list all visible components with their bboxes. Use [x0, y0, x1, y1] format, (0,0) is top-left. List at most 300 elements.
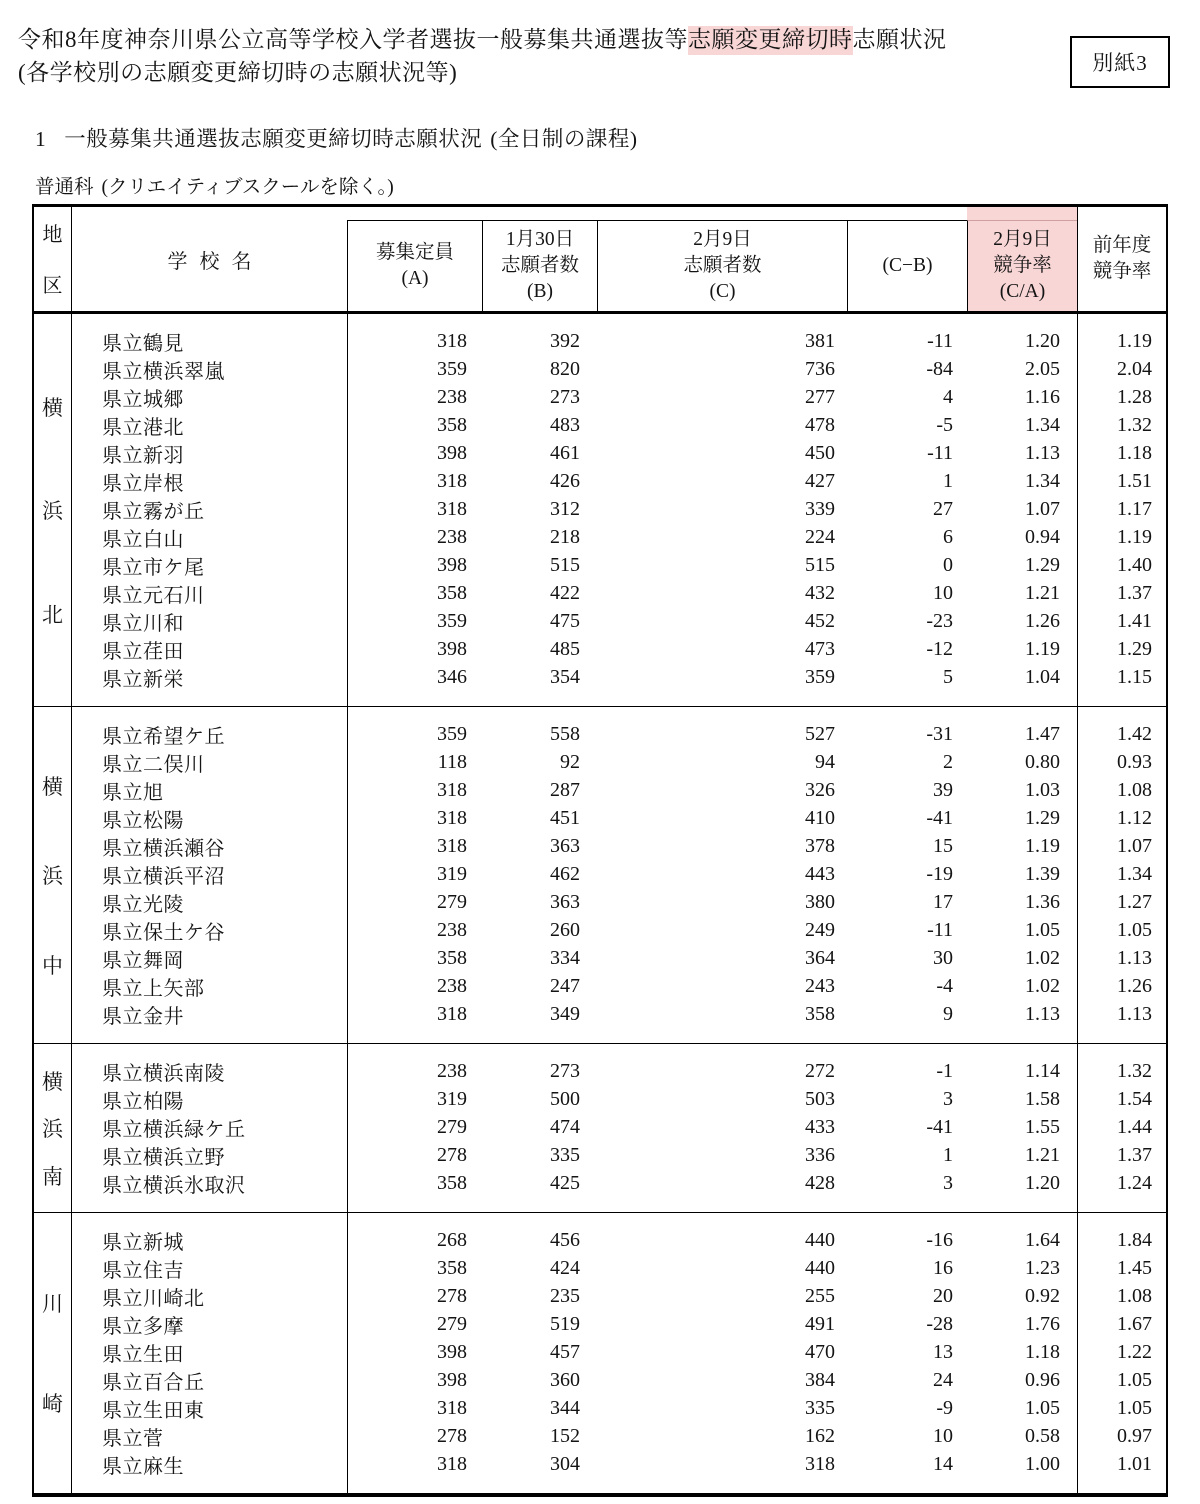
district-block — [34, 1043, 1166, 1212]
jan30-count-cell: 349 — [550, 1003, 580, 1025]
school-name-cell: 県立川崎北 — [102, 1288, 205, 1310]
feb9-count-cell: 503 — [805, 1088, 835, 1110]
section-heading — [35, 122, 638, 153]
school-name-cell: 県立鶴見 — [102, 333, 184, 355]
district-label-char: 横 — [42, 774, 63, 799]
feb9-count-cell: 470 — [805, 1341, 835, 1363]
prev-ratio-cell: 1.67 — [1117, 1313, 1152, 1335]
prev-ratio-cell: 1.13 — [1117, 947, 1152, 969]
ratio-cell: 1.39 — [1025, 863, 1060, 885]
diff-cell: 4 — [943, 386, 953, 408]
prev-ratio-cell: 1.34 — [1117, 863, 1152, 885]
header-school-name: 学校名 — [167, 250, 264, 273]
school-name-cell: 県立横浜南陵 — [102, 1063, 225, 1085]
ratio-cell: 1.29 — [1025, 554, 1060, 576]
ratio-cell: 1.21 — [1025, 582, 1060, 604]
column-divider — [1077, 707, 1078, 1043]
prev-ratio-cell: 1.37 — [1117, 1144, 1152, 1166]
school-name-cell: 県立多摩 — [102, 1316, 184, 1338]
district-label-char: 川 — [42, 1291, 63, 1316]
table-row — [72, 972, 1166, 1000]
jan30-count-cell: 260 — [550, 919, 580, 941]
capacity-cell: 359 — [437, 358, 467, 380]
ratio-cell: 1.64 — [1025, 1229, 1060, 1251]
capacity-cell: 359 — [437, 610, 467, 632]
jan30-count-cell: 422 — [550, 582, 580, 604]
table-row — [72, 663, 1166, 691]
prev-ratio-cell: 1.54 — [1117, 1088, 1152, 1110]
diff-cell: -4 — [936, 975, 953, 997]
table-row — [72, 720, 1166, 748]
diff-cell: -23 — [926, 610, 953, 632]
feb9-count-cell: 378 — [805, 835, 835, 857]
capacity-cell: 398 — [437, 554, 467, 576]
section-suffix: (全日制の課程) — [490, 127, 638, 151]
ratio-cell: 1.20 — [1025, 1172, 1060, 1194]
prev-ratio-cell: 1.84 — [1117, 1229, 1152, 1251]
header-prev-year-ratio: 前年度 競争率 — [1077, 207, 1166, 311]
feb9-count-cell: 473 — [805, 638, 835, 660]
feb9-count-cell: 339 — [805, 498, 835, 520]
prev-ratio-cell: 1.05 — [1117, 1369, 1152, 1391]
prev-ratio-cell: 1.08 — [1117, 779, 1152, 801]
ratio-cell: 0.80 — [1025, 751, 1060, 773]
prev-ratio-cell: 1.19 — [1117, 526, 1152, 548]
jan30-count-cell: 312 — [550, 498, 580, 520]
table-row — [72, 860, 1166, 888]
feb9-count-cell: 162 — [805, 1425, 835, 1447]
ratio-cell: 1.13 — [1025, 442, 1060, 464]
feb9-count-cell: 440 — [805, 1229, 835, 1251]
school-name-cell: 県立横浜翠嵐 — [102, 361, 225, 383]
feb9-count-cell: 433 — [805, 1116, 835, 1138]
diff-cell: 15 — [933, 835, 953, 857]
table-row — [72, 523, 1166, 551]
school-name-cell: 県立横浜緑ケ丘 — [102, 1119, 246, 1141]
header-feb9-applicants: 2月9日 志願者数 (C) — [597, 207, 847, 311]
header-district — [34, 207, 72, 311]
feb9-count-cell: 515 — [805, 554, 835, 576]
header-district-char: 地 — [42, 224, 63, 246]
district-block — [34, 706, 1166, 1043]
diff-cell: 2 — [943, 751, 953, 773]
feb9-count-cell: 359 — [805, 666, 835, 688]
diff-cell: 9 — [943, 1003, 953, 1025]
capacity-cell: 238 — [437, 386, 467, 408]
diff-cell: -16 — [926, 1229, 953, 1251]
jan30-count-cell: 515 — [550, 554, 580, 576]
capacity-cell: 278 — [437, 1425, 467, 1447]
prev-ratio-cell: 1.12 — [1117, 807, 1152, 829]
course-title: 普通科 — [35, 177, 94, 198]
jan30-count-cell: 456 — [550, 1229, 580, 1251]
feb9-count-cell: 326 — [805, 779, 835, 801]
ratio-cell: 2.05 — [1025, 358, 1060, 380]
capacity-cell: 279 — [437, 1116, 467, 1138]
jan30-count-cell: 287 — [550, 779, 580, 801]
ratio-cell: 1.03 — [1025, 779, 1060, 801]
district-label-char: 浜 — [42, 499, 63, 523]
school-name-cell: 県立柏陽 — [102, 1091, 184, 1113]
capacity-cell: 318 — [437, 835, 467, 857]
title-text-post: 志願状況 — [852, 27, 947, 52]
prev-ratio-cell: 0.93 — [1117, 751, 1152, 773]
capacity-cell: 278 — [437, 1285, 467, 1307]
school-name-cell: 県立荏田 — [102, 641, 184, 663]
school-name-cell: 県立横浜平沼 — [102, 866, 225, 888]
application-status-table — [32, 204, 1168, 1497]
table-row — [72, 411, 1166, 439]
district-label-char: 浜 — [42, 1117, 63, 1141]
ratio-cell: 1.55 — [1025, 1116, 1060, 1138]
feb9-count-cell: 381 — [805, 330, 835, 352]
school-name-cell: 県立港北 — [102, 417, 184, 439]
feb9-count-cell: 224 — [805, 526, 835, 548]
column-divider — [347, 1213, 348, 1493]
table-row — [72, 1366, 1166, 1394]
jan30-count-cell: 354 — [550, 666, 580, 688]
district-label-char: 崎 — [42, 1392, 63, 1417]
school-name-cell: 県立金井 — [102, 1006, 184, 1028]
table-row — [72, 1422, 1166, 1450]
jan30-count-cell: 426 — [550, 470, 580, 492]
school-name-cell: 県立菅 — [102, 1428, 164, 1450]
prev-ratio-cell: 1.51 — [1117, 470, 1152, 492]
capacity-cell: 319 — [437, 1088, 467, 1110]
column-divider — [347, 707, 348, 1043]
school-name-cell: 県立旭 — [102, 782, 164, 804]
school-name-cell: 県立希望ケ丘 — [102, 726, 225, 748]
diff-cell: 30 — [933, 947, 953, 969]
capacity-cell: 358 — [437, 582, 467, 604]
prev-ratio-cell: 1.22 — [1117, 1341, 1152, 1363]
diff-cell: 10 — [933, 1425, 953, 1447]
title-line-2: (各学校別の志願変更締切時の志願状況等) — [18, 59, 458, 85]
school-name-cell: 県立白山 — [102, 529, 184, 551]
table-row — [72, 383, 1166, 411]
table-row — [72, 439, 1166, 467]
feb9-count-cell: 318 — [805, 1453, 835, 1475]
column-divider — [1077, 314, 1078, 706]
table-row — [72, 607, 1166, 635]
table-row — [72, 1141, 1166, 1169]
table-row — [72, 776, 1166, 804]
prev-ratio-cell: 1.27 — [1117, 891, 1152, 913]
ratio-cell: 0.92 — [1025, 1285, 1060, 1307]
diff-cell: -5 — [936, 414, 953, 436]
capacity-cell: 358 — [437, 947, 467, 969]
school-name-cell: 県立保土ケ谷 — [102, 922, 225, 944]
table-row — [72, 1169, 1166, 1197]
ratio-cell: 1.20 — [1025, 330, 1060, 352]
table-row — [72, 1338, 1166, 1366]
ratio-cell: 1.07 — [1025, 498, 1060, 520]
prev-ratio-cell: 1.28 — [1117, 386, 1152, 408]
school-name-cell: 県立光陵 — [102, 894, 184, 916]
table-row — [72, 1000, 1166, 1028]
table-row — [72, 355, 1166, 383]
table-row — [72, 1085, 1166, 1113]
feb9-count-cell: 335 — [805, 1397, 835, 1419]
prev-ratio-cell: 2.04 — [1117, 358, 1152, 380]
diff-cell: -28 — [926, 1313, 953, 1335]
jan30-count-cell: 335 — [550, 1144, 580, 1166]
school-name-cell: 県立住吉 — [102, 1260, 184, 1282]
school-name-cell: 県立新羽 — [102, 445, 184, 467]
ratio-cell: 1.19 — [1025, 638, 1060, 660]
feb9-count-cell: 364 — [805, 947, 835, 969]
jan30-count-cell: 334 — [550, 947, 580, 969]
diff-cell: -31 — [926, 723, 953, 745]
jan30-count-cell: 820 — [550, 358, 580, 380]
prev-ratio-cell: 1.44 — [1117, 1116, 1152, 1138]
prev-ratio-cell: 1.19 — [1117, 330, 1152, 352]
header-capacity: 募集定員 (A) — [347, 207, 482, 311]
column-divider — [1077, 1213, 1078, 1493]
school-name-cell: 県立麻生 — [102, 1456, 184, 1478]
diff-cell: -11 — [927, 919, 953, 941]
jan30-count-cell: 457 — [550, 1341, 580, 1363]
ratio-cell: 1.29 — [1025, 807, 1060, 829]
prev-ratio-cell: 1.05 — [1117, 919, 1152, 941]
section-title: 一般募集共通選抜志願変更締切時志願状況 — [64, 127, 483, 151]
table-row — [72, 944, 1166, 972]
jan30-count-cell: 363 — [550, 891, 580, 913]
capacity-cell: 398 — [437, 1341, 467, 1363]
school-name-cell: 県立生田 — [102, 1344, 184, 1366]
capacity-cell: 278 — [437, 1144, 467, 1166]
title-text-pre: 令和8年度神奈川県公立高等学校入学者選抜一般募集共通選抜等 — [18, 27, 688, 52]
jan30-count-cell: 500 — [550, 1088, 580, 1110]
diff-cell: -84 — [926, 358, 953, 380]
school-name-cell: 県立松陽 — [102, 810, 184, 832]
jan30-count-cell: 483 — [550, 414, 580, 436]
school-name-cell: 県立横浜立野 — [102, 1147, 225, 1169]
ratio-cell: 0.94 — [1025, 526, 1060, 548]
table-row — [72, 888, 1166, 916]
jan30-count-cell: 474 — [550, 1116, 580, 1138]
attachment-label-box — [1070, 36, 1170, 88]
ratio-cell: 1.18 — [1025, 1341, 1060, 1363]
table-row — [72, 916, 1166, 944]
ratio-cell: 1.14 — [1025, 1060, 1060, 1082]
capacity-cell: 279 — [437, 1313, 467, 1335]
jan30-count-cell: 519 — [550, 1313, 580, 1335]
feb9-count-cell: 427 — [805, 470, 835, 492]
prev-ratio-cell: 1.15 — [1117, 666, 1152, 688]
table-row — [72, 467, 1166, 495]
jan30-count-cell: 363 — [550, 835, 580, 857]
jan30-count-cell: 392 — [550, 330, 580, 352]
title-highlight: 志願変更締切時 — [688, 26, 853, 55]
district-label-char: 浜 — [42, 864, 63, 888]
jan30-count-cell: 304 — [550, 1453, 580, 1475]
school-name-cell: 県立新城 — [102, 1232, 184, 1254]
feb9-count-cell: 272 — [805, 1060, 835, 1082]
ratio-cell: 1.58 — [1025, 1088, 1060, 1110]
capacity-cell: 319 — [437, 863, 467, 885]
feb9-count-cell: 527 — [805, 723, 835, 745]
district-label-char: 横 — [42, 1069, 63, 1094]
table-row — [72, 1226, 1166, 1254]
attachment-label: 別紙3 — [1092, 51, 1148, 75]
prev-ratio-cell: 1.40 — [1117, 554, 1152, 576]
capacity-cell: 268 — [437, 1229, 467, 1251]
ratio-cell: 1.34 — [1025, 470, 1060, 492]
school-name-cell: 県立元石川 — [102, 585, 205, 607]
table-row — [72, 1113, 1166, 1141]
table-row — [72, 635, 1166, 663]
ratio-cell: 1.05 — [1025, 919, 1060, 941]
prev-ratio-cell: 1.32 — [1117, 1060, 1152, 1082]
jan30-count-cell: 247 — [550, 975, 580, 997]
school-name-cell: 県立横浜瀬谷 — [102, 838, 225, 860]
diff-cell: 1 — [943, 1144, 953, 1166]
diff-cell: 0 — [943, 554, 953, 576]
diff-cell: -41 — [926, 1116, 953, 1138]
diff-cell: 1 — [943, 470, 953, 492]
diff-cell: 20 — [933, 1285, 953, 1307]
section-number: 1 — [35, 127, 47, 151]
table-body — [34, 314, 1166, 1493]
district-block — [34, 1212, 1166, 1493]
capacity-cell: 238 — [437, 526, 467, 548]
header-diff: (C−B) — [847, 207, 967, 311]
school-name-cell: 県立百合丘 — [102, 1372, 205, 1394]
capacity-cell: 279 — [437, 891, 467, 913]
header-district-char: 区 — [42, 275, 63, 297]
prev-ratio-cell: 0.97 — [1117, 1425, 1152, 1447]
ratio-cell: 1.76 — [1025, 1313, 1060, 1335]
capacity-cell: 238 — [437, 975, 467, 997]
jan30-count-cell: 425 — [550, 1172, 580, 1194]
capacity-cell: 359 — [437, 723, 467, 745]
feb9-count-cell: 384 — [805, 1369, 835, 1391]
feb9-count-cell: 243 — [805, 975, 835, 997]
prev-ratio-cell: 1.24 — [1117, 1172, 1152, 1194]
capacity-cell: 318 — [437, 1397, 467, 1419]
district-label — [34, 314, 72, 706]
column-divider — [1077, 1044, 1078, 1212]
table-row — [72, 1282, 1166, 1310]
prev-ratio-cell: 1.29 — [1117, 638, 1152, 660]
ratio-cell: 1.34 — [1025, 414, 1060, 436]
table-row — [72, 1310, 1166, 1338]
diff-cell: -19 — [926, 863, 953, 885]
diff-cell: 3 — [943, 1088, 953, 1110]
feb9-count-cell: 432 — [805, 582, 835, 604]
capacity-cell: 118 — [437, 751, 467, 773]
prev-ratio-cell: 1.45 — [1117, 1257, 1152, 1279]
diff-cell: -12 — [926, 638, 953, 660]
jan30-count-cell: 218 — [550, 526, 580, 548]
diff-cell: 6 — [943, 526, 953, 548]
diff-cell: 24 — [933, 1369, 953, 1391]
jan30-count-cell: 273 — [550, 1060, 580, 1082]
diff-cell: 14 — [933, 1453, 953, 1475]
school-name-cell: 県立上矢部 — [102, 978, 205, 1000]
capacity-cell: 358 — [437, 1172, 467, 1194]
feb9-count-cell: 428 — [805, 1172, 835, 1194]
district-label-char: 南 — [42, 1164, 63, 1189]
table-row — [72, 1254, 1166, 1282]
capacity-cell: 358 — [437, 1257, 467, 1279]
school-name-cell: 県立舞岡 — [102, 950, 184, 972]
feb9-count-cell: 443 — [805, 863, 835, 885]
column-divider — [347, 1044, 348, 1212]
district-label — [34, 707, 72, 1043]
prev-ratio-cell: 1.08 — [1117, 1285, 1152, 1307]
ratio-cell: 1.26 — [1025, 610, 1060, 632]
capacity-cell: 318 — [437, 1453, 467, 1475]
diff-cell: 13 — [933, 1341, 953, 1363]
district-label-char: 横 — [42, 395, 63, 420]
prev-ratio-cell: 1.32 — [1117, 414, 1152, 436]
feb9-count-cell: 380 — [805, 891, 835, 913]
school-name-cell: 県立霧が丘 — [102, 501, 205, 523]
diff-cell: -9 — [936, 1397, 953, 1419]
school-name-cell: 県立新栄 — [102, 669, 184, 691]
capacity-cell: 238 — [437, 1060, 467, 1082]
district-label — [34, 1213, 72, 1493]
feb9-count-cell: 440 — [805, 1257, 835, 1279]
table-row — [72, 495, 1166, 523]
feb9-count-cell: 94 — [815, 751, 835, 773]
diff-cell: 39 — [933, 779, 953, 801]
ratio-cell: 1.21 — [1025, 1144, 1060, 1166]
jan30-count-cell: 475 — [550, 610, 580, 632]
ratio-cell: 1.47 — [1025, 723, 1060, 745]
prev-ratio-cell: 1.05 — [1117, 1397, 1152, 1419]
jan30-count-cell: 235 — [550, 1285, 580, 1307]
capacity-cell: 358 — [437, 414, 467, 436]
school-name-cell: 県立横浜氷取沢 — [102, 1175, 246, 1197]
diff-cell: 5 — [943, 666, 953, 688]
diff-cell: -11 — [927, 442, 953, 464]
feb9-count-cell: 736 — [805, 358, 835, 380]
feb9-count-cell: 450 — [805, 442, 835, 464]
jan30-count-cell: 424 — [550, 1257, 580, 1279]
capacity-cell: 318 — [437, 807, 467, 829]
jan30-count-cell: 485 — [550, 638, 580, 660]
capacity-cell: 398 — [437, 1369, 467, 1391]
capacity-cell: 318 — [437, 470, 467, 492]
school-name-cell: 県立市ケ尾 — [102, 557, 205, 579]
jan30-count-cell: 152 — [550, 1425, 580, 1447]
capacity-cell: 318 — [437, 498, 467, 520]
column-divider — [347, 314, 348, 706]
prev-ratio-cell: 1.13 — [1117, 1003, 1152, 1025]
feb9-count-cell: 478 — [805, 414, 835, 436]
feb9-count-cell: 277 — [805, 386, 835, 408]
table-row — [72, 551, 1166, 579]
feb9-count-cell: 249 — [805, 919, 835, 941]
prev-ratio-cell: 1.01 — [1117, 1453, 1152, 1475]
table-row — [72, 832, 1166, 860]
ratio-cell: 1.02 — [1025, 947, 1060, 969]
diff-cell: 10 — [933, 582, 953, 604]
course-note: (クリエイティブスクールを除く。) — [101, 177, 394, 198]
jan30-count-cell: 462 — [550, 863, 580, 885]
district-label-char: 中 — [42, 953, 63, 978]
ratio-cell: 0.58 — [1025, 1425, 1060, 1447]
jan30-count-cell: 344 — [550, 1397, 580, 1419]
table-header-row — [34, 207, 1166, 314]
feb9-count-cell: 452 — [805, 610, 835, 632]
school-name-cell: 県立城郷 — [102, 389, 184, 411]
ratio-cell: 1.23 — [1025, 1257, 1060, 1279]
diff-cell: 17 — [933, 891, 953, 913]
